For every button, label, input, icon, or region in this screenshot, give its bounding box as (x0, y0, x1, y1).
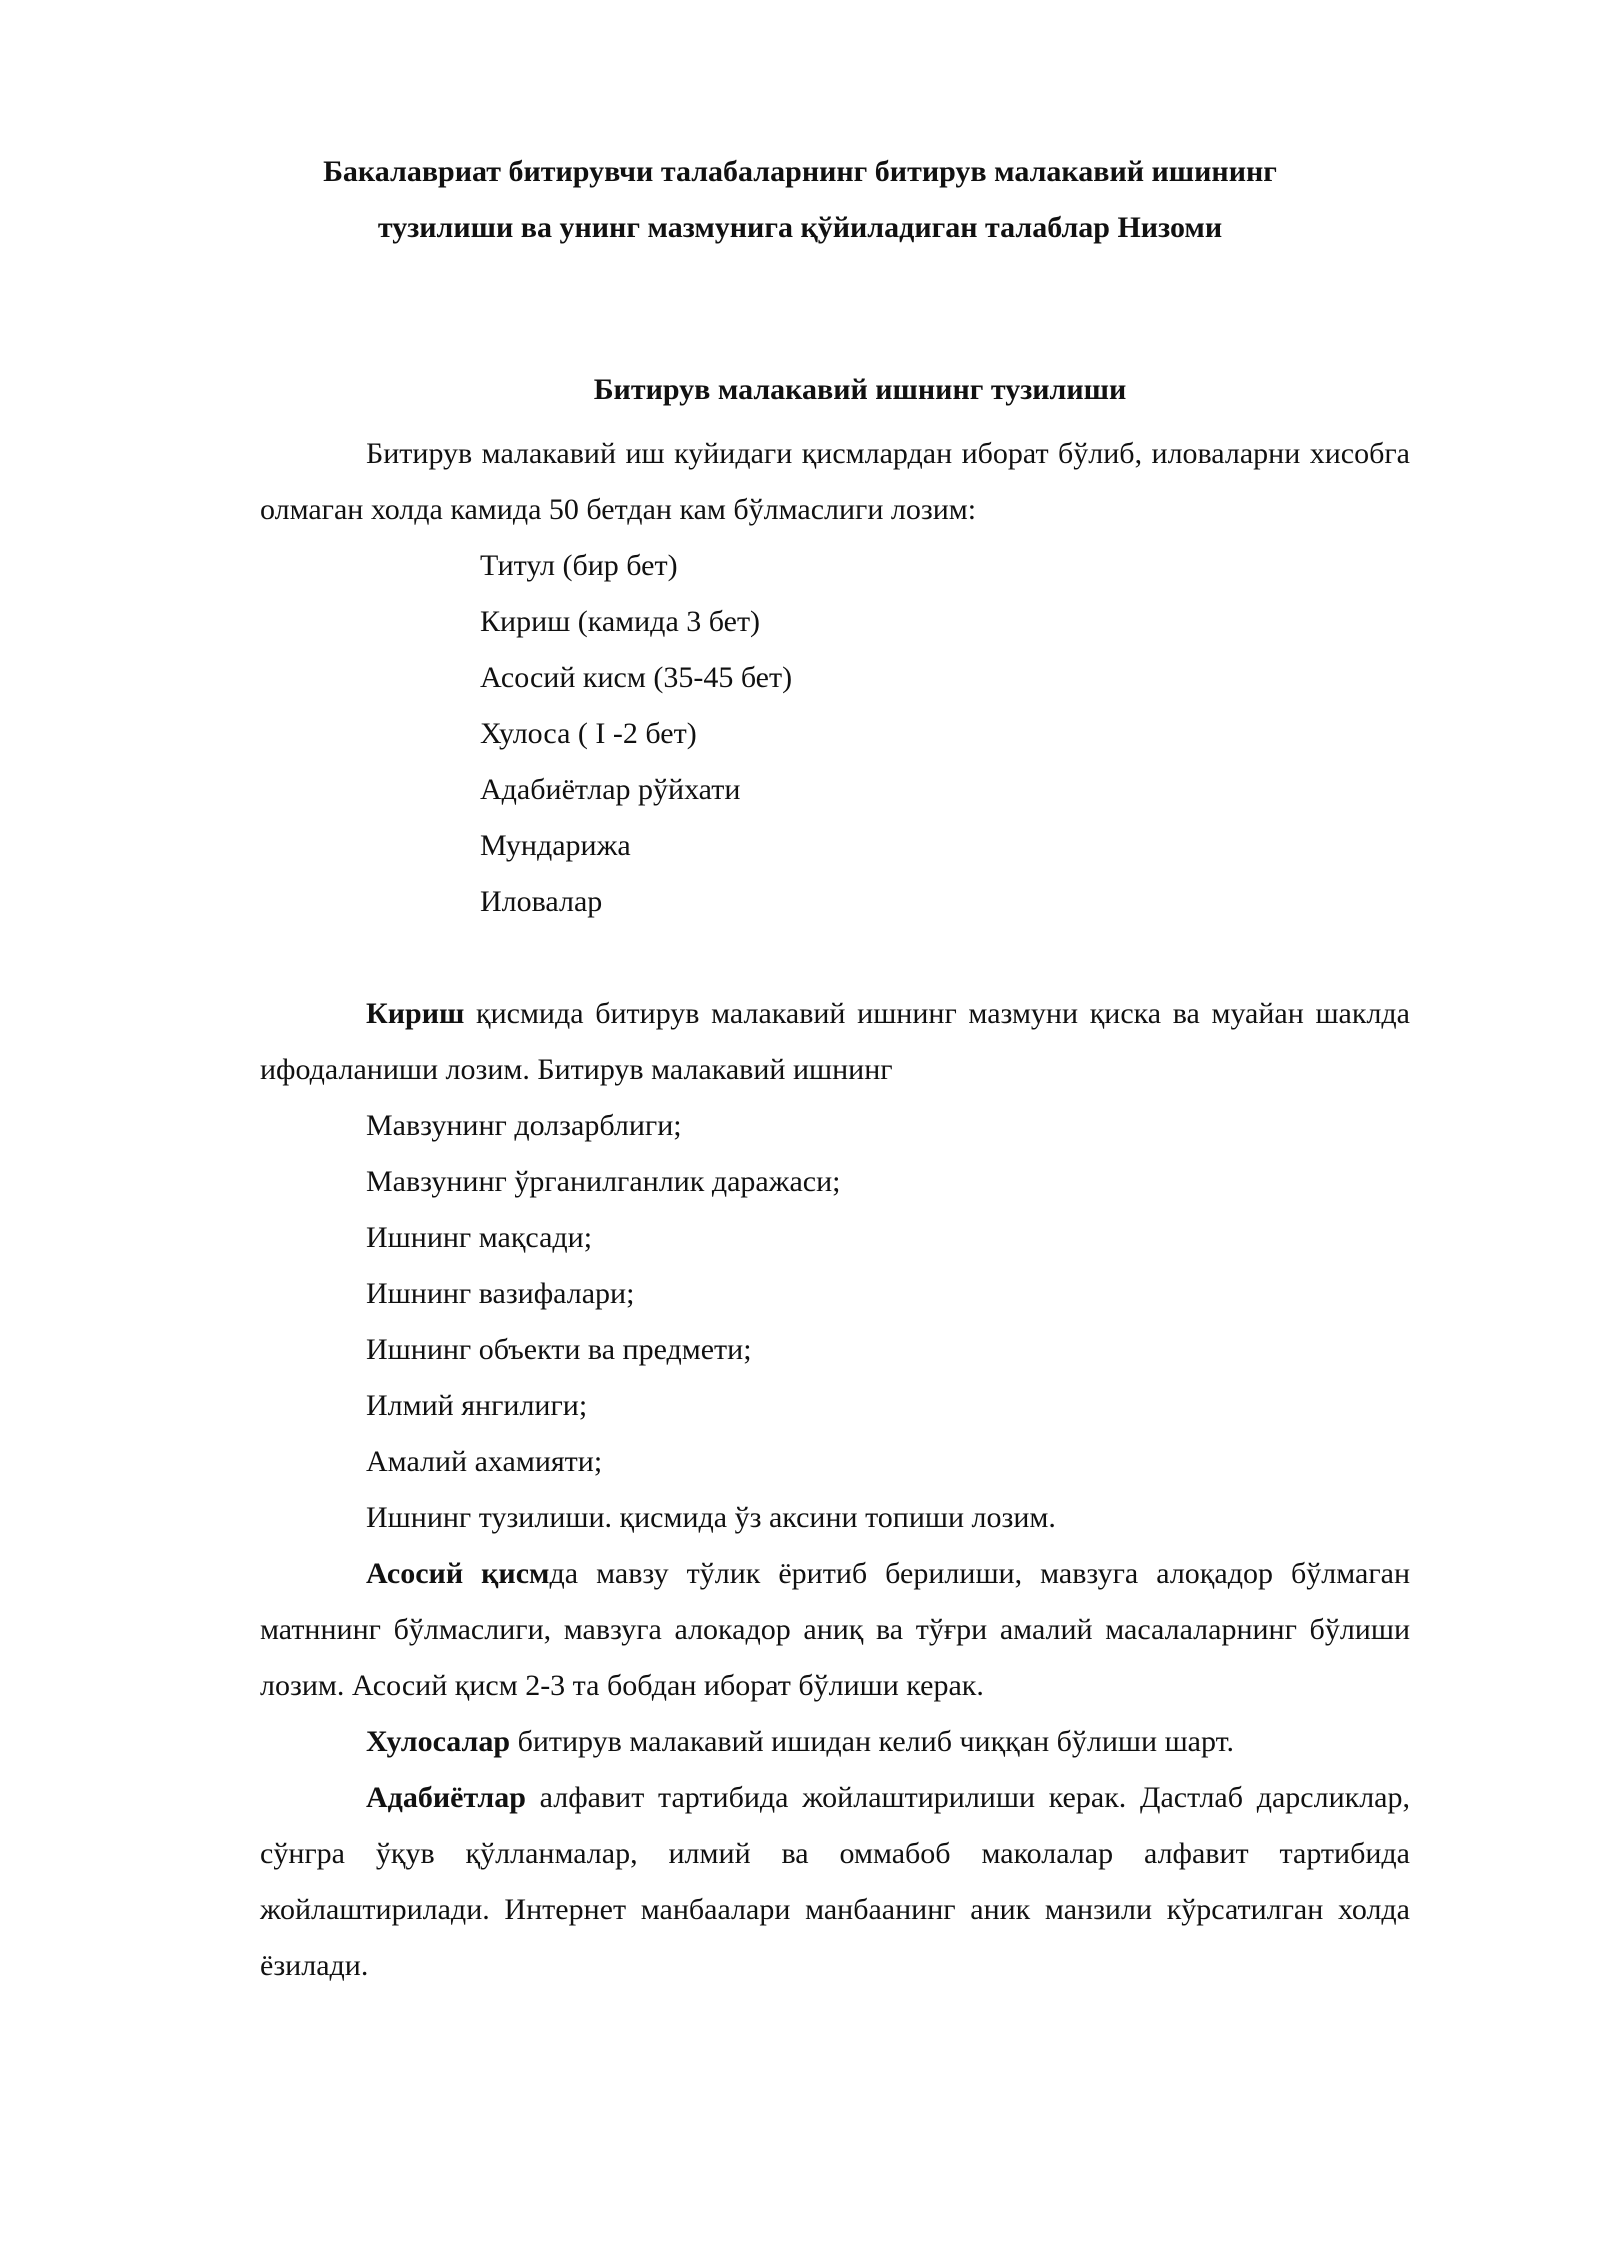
document-title (260, 144, 1340, 256)
references-text: алфавит тартибида жойлаштирилиши керак. Дастлаб дарсликлар, сўнгра ўқув қўлланмалар, илмий ва оммабоб маколалар алфавит тартибида жойлаштирилади. Интернет манбаалари манбаанинг аник манзили кўрсатилган холда ёзилади. (260, 1781, 1410, 1982)
references-term: Адабиётлар (366, 1781, 526, 1814)
conclusions-text: битирув малакавий ишидан келиб чиққан бўлиши шарт. (510, 1725, 1234, 1758)
structure-item-references: Адабиётлар рўйхати (480, 773, 741, 806)
structure-item-title-page: Титул (бир бет) (480, 549, 678, 582)
conclusions-term: Хулосалар (366, 1725, 511, 1758)
main-part-term: Асосий қисм (366, 1557, 550, 1590)
introduction-text: қисмида битирув малакавий ишнинг мазмуни қиска ва муайан шаклда ифодаланиши лозим. Битирув малакавий ишнинг (260, 997, 1410, 1086)
main-part-text: да мавзу тўлик ёритиб берилиши, мавзуга алоқадор бўлмаган матннинг бўлмаслиги, мавзуга алокадор аниқ ва тўғри амалий масалаларнинг бўлиши лозим. Асосий қисм 2-3 та бобдан иборат бўлиши керак. (260, 1557, 1410, 1702)
introduction-element: Ишнинг объекти ва предмети; (366, 1333, 752, 1366)
structure-item-appendices: Иловалар (480, 885, 603, 918)
introduction-element: Мавзунинг долзарблиги; (366, 1109, 682, 1142)
introduction-element: Ишнинг тузилиши. қисмида ўз аксини топиши лозим. (366, 1501, 1056, 1534)
introduction-element: Мавзунинг ўрганилганлик даражаси; (366, 1165, 841, 1198)
introduction-element: Ишнинг вазифалари; (366, 1277, 635, 1310)
conclusions-paragraph (260, 1714, 1410, 1770)
introduction-element: Амалий ахамияти; (366, 1445, 603, 1478)
introduction-elements-list (366, 1098, 1056, 1546)
introduction-element: Илмий янгилиги; (366, 1389, 588, 1422)
document-title-line-2: тузилиши ва унинг мазмунига қўйиладиган талаблар Низоми (377, 211, 1223, 244)
structure-item-main-part: Асосий кисм (35-45 бет) (480, 661, 793, 694)
structure-list (480, 538, 792, 930)
intro-paragraph: Битирув малакавий иш куйидаги қисмлардан иборат бўлиб, иловаларни хисобга олмаган холда камида 50 бетдан кам бўлмаслиги лозим: (260, 437, 1410, 526)
introduction-term: Кириш (366, 997, 465, 1030)
structure-item-conclusion: Хулоса ( I -2 бет) (480, 717, 697, 750)
introduction-paragraph (260, 986, 1410, 1098)
section-heading: Битирув малакавий ишнинг тузилиши (593, 373, 1127, 406)
introduction-element: Ишнинг мақсади; (366, 1221, 593, 1254)
structure-item-introduction: Кириш (камида 3 бет) (480, 605, 761, 638)
main-part-paragraph (260, 1546, 1410, 1714)
structure-item-contents: Мундарижа (480, 829, 631, 862)
references-paragraph (260, 1770, 1410, 1994)
document-title-line-1: Бакалавриат битирувчи талабаларнинг битирув малакавий ишининг (323, 155, 1277, 188)
